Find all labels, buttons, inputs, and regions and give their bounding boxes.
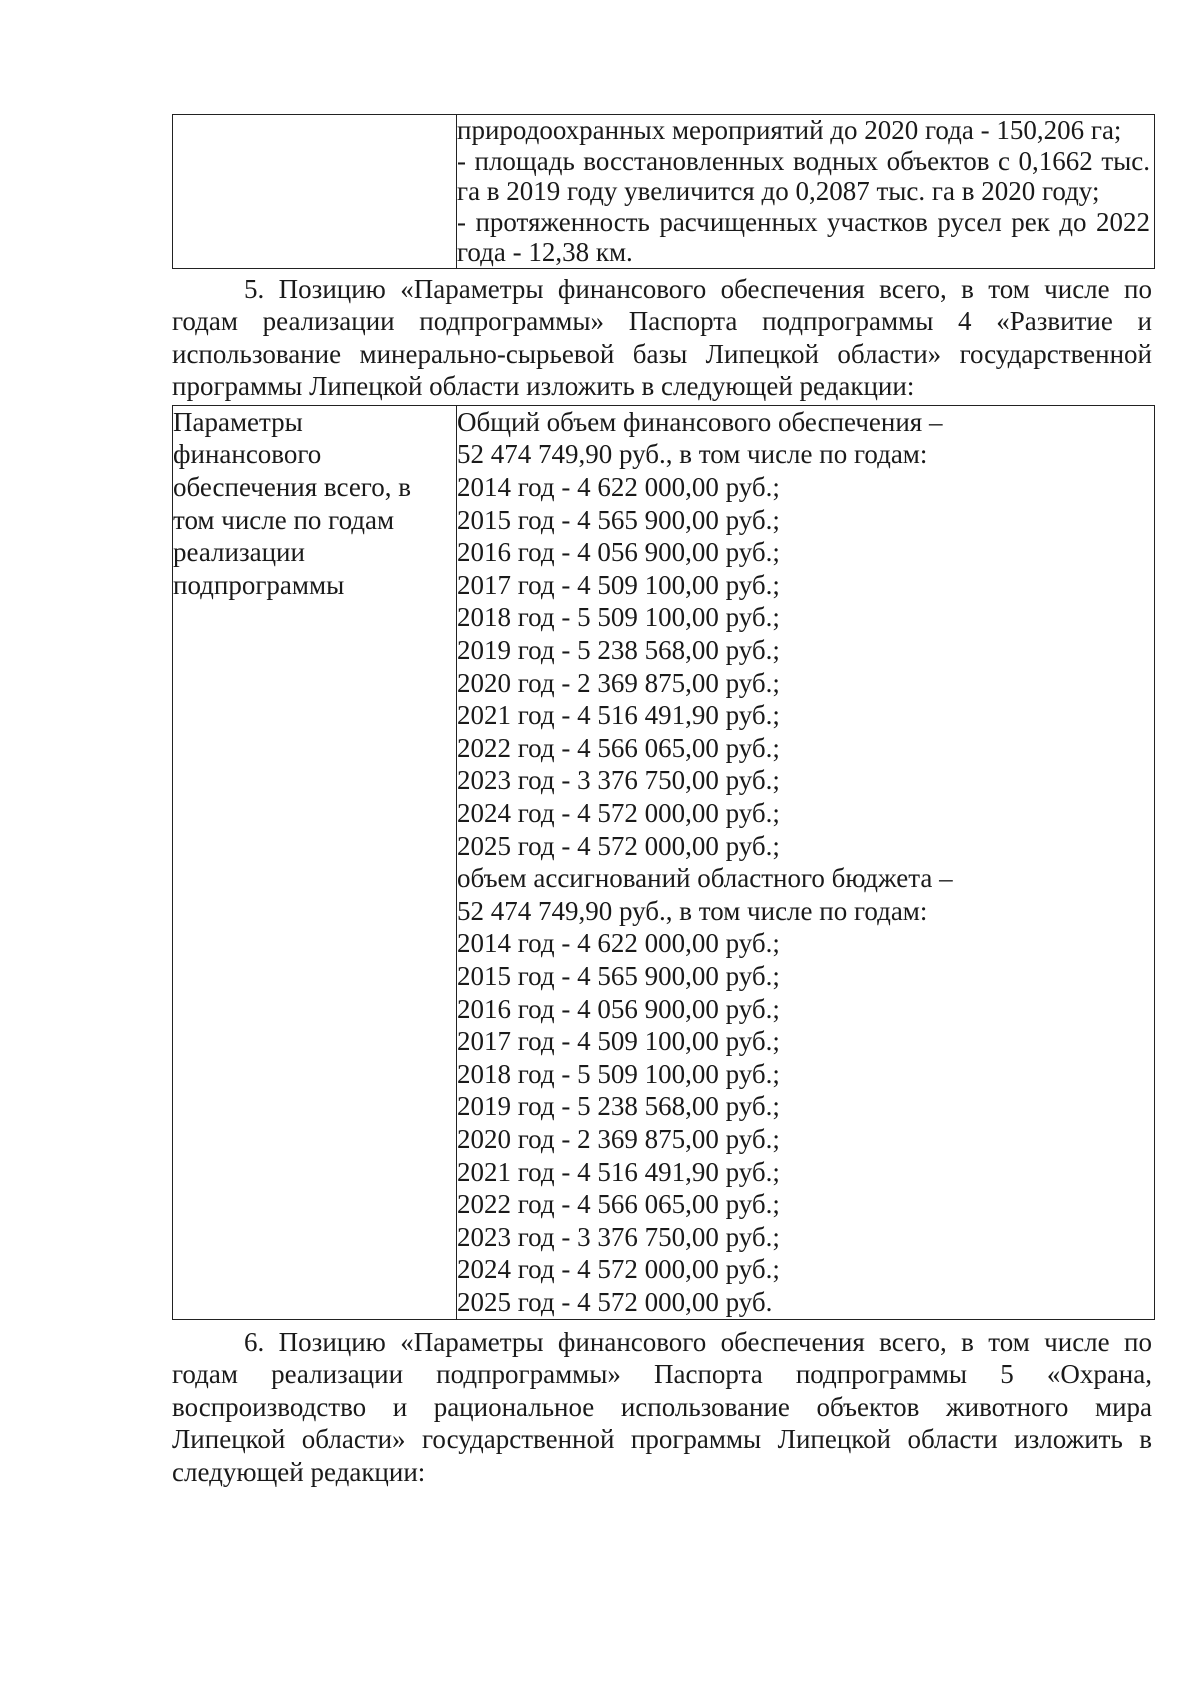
paragraph-5: 5. Позицию «Параметры финансового обеспечения всего, в том числе по годам реализации подпрограммы» Паспорта подпрограммы 4 «Развитие и использование минерально-сырьевой базы Липецкой области» государственной программы Липецкой области изложить в следующей редакции: [172, 273, 1152, 402]
total-year-line: 2023 год - 3 376 750,00 руб.; [457, 765, 780, 796]
budget-amount: 52 474 749,90 руб., в том числе по годам: [457, 895, 928, 926]
total-year-line: 2015 год - 4 565 900,00 руб.; [457, 504, 780, 535]
total-year-line: 2025 год - 4 572 000,00 руб.; [457, 830, 780, 861]
budget-year-line: 2023 год - 3 376 750,00 руб.; [457, 1221, 780, 1252]
top-table-text: природоохранных мероприятий до 2020 года - 150,206 га; - площадь восстановленных водных объектов с 0,1662 тыс. га в 2019 году увеличится до 0,2087 тыс. га в 2020 году; - протяженность расчищенных участков русел рек до 2022 года - 12,38 км. [457, 115, 1150, 267]
budget-year-line: 2025 год - 4 572 000,00 руб. [457, 1286, 773, 1317]
total-year-line: 2014 год - 4 622 000,00 руб.; [457, 472, 780, 503]
budget-year-line: 2024 год - 4 572 000,00 руб.; [457, 1254, 780, 1285]
finance-table [172, 405, 1155, 1320]
total-year-line: 2024 год - 4 572 000,00 руб.; [457, 798, 780, 828]
top-table-right-cell [457, 115, 1155, 269]
budget-year-line: 2015 год - 4 565 900,00 руб.; [457, 960, 780, 991]
total-year-line: 2019 год - 5 238 568,00 руб.; [457, 635, 780, 666]
label-line: обеспечения всего, в [173, 472, 411, 503]
budget-year-line: 2014 год - 4 622 000,00 руб.; [457, 928, 780, 959]
total-header: Общий объем финансового обеспечения – [457, 406, 943, 437]
top-table-left-cell [173, 115, 457, 269]
document-page [172, 114, 1152, 1488]
total-years-list [457, 471, 1154, 862]
total-year-line: 2022 год - 4 566 065,00 руб.; [457, 732, 780, 763]
top-table [172, 114, 1155, 269]
total-year-line: 2016 год - 4 056 900,00 руб.; [457, 537, 780, 568]
label-line: финансового [173, 439, 322, 470]
finance-table-values-cell [457, 405, 1155, 1319]
label-line: Параметры [173, 406, 303, 437]
budget-year-line: 2022 год - 4 566 065,00 руб.; [457, 1189, 780, 1220]
finance-table-label-cell [173, 405, 457, 1319]
total-year-line: 2021 год - 4 516 491,90 руб.; [457, 700, 780, 731]
budget-header: объем ассигнований областного бюджета – [457, 863, 953, 894]
total-year-line: 2018 год - 5 509 100,00 руб.; [457, 602, 780, 633]
paragraph-6: 6. Позицию «Параметры финансового обеспечения всего, в том числе по годам реализации подпрограммы» Паспорта подпрограммы 5 «Охрана, воспроизводство и рациональное использование объектов животного мира Липецкой области» государственной программы Липецкой области изложить в следующей редакции: [172, 1326, 1152, 1487]
label-line: реализации [173, 537, 305, 568]
budget-year-line: 2016 год - 4 056 900,00 руб.; [457, 993, 780, 1024]
total-year-line: 2020 год - 2 369 875,00 руб.; [457, 667, 780, 698]
budget-year-line: 2020 год - 2 369 875,00 руб.; [457, 1123, 780, 1154]
label-line: том числе по годам [173, 504, 395, 535]
budget-year-line: 2018 год - 5 509 100,00 руб.; [457, 1058, 780, 1089]
total-amount: 52 474 749,90 руб., в том числе по годам: [457, 439, 928, 470]
budget-year-line: 2017 год - 4 509 100,00 руб.; [457, 1026, 780, 1057]
budget-year-line: 2019 год - 5 238 568,00 руб.; [457, 1091, 780, 1122]
total-year-line: 2017 год - 4 509 100,00 руб.; [457, 569, 780, 600]
label-line: подпрограммы [173, 569, 345, 600]
budget-year-line: 2021 год - 4 516 491,90 руб.; [457, 1156, 780, 1187]
budget-years-list [457, 927, 1154, 1318]
